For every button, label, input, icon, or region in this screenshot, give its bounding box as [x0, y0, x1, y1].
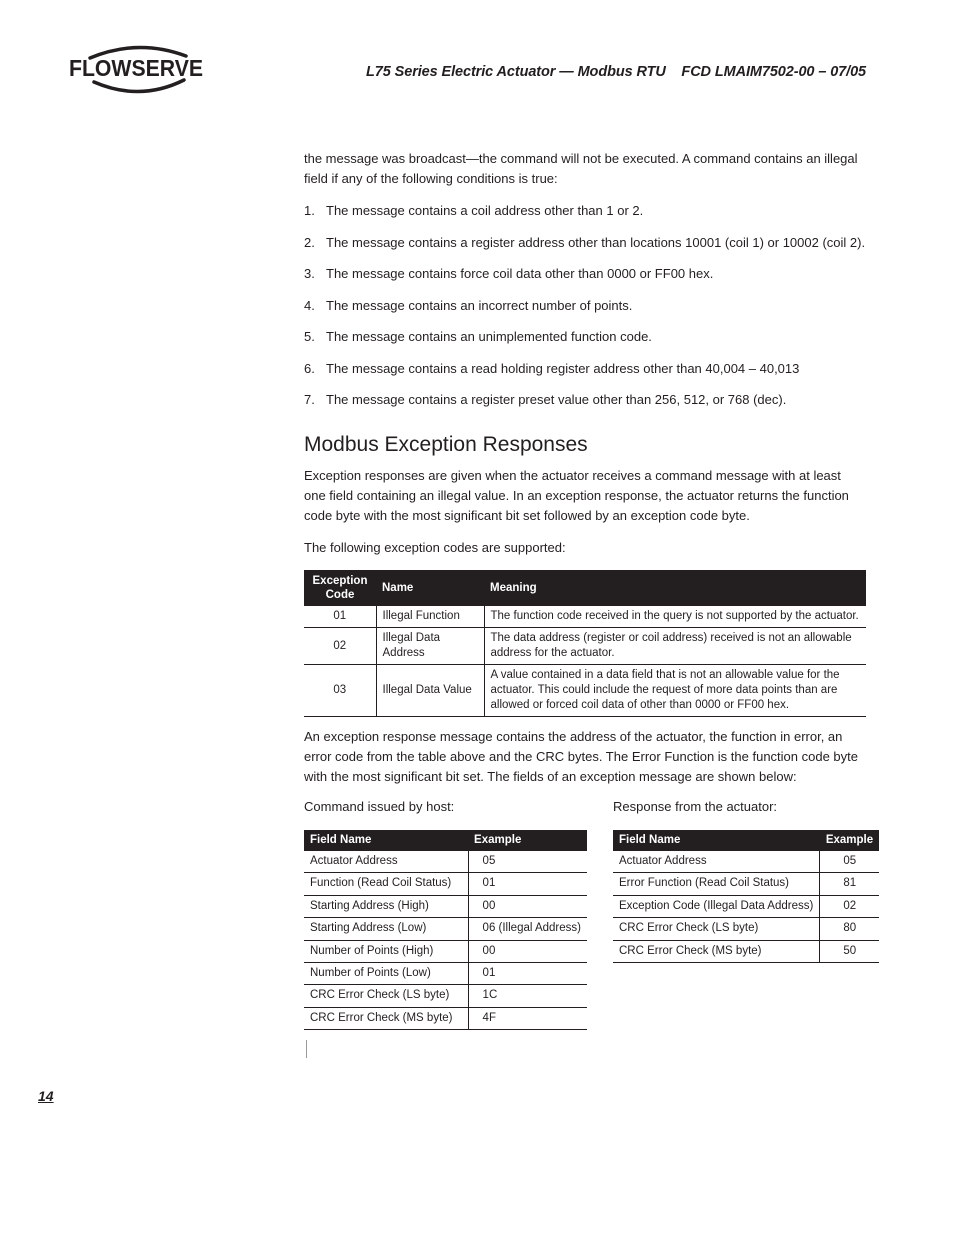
column-header: Example [820, 830, 879, 851]
flowserve-logo [68, 44, 208, 96]
table-caption: Command issued by host: [304, 799, 455, 814]
table-caption: Response from the actuator: [613, 799, 778, 814]
list-item: 2. The message contains a register address other than locations 10001 (coil 1) or 10002 (coil 2). [304, 234, 866, 250]
column-header: Name [376, 570, 484, 606]
list-item: 7. The message contains a register preset value other than 256, 512, or 768 (dec). [304, 392, 787, 407]
intro-paragraph: the message was broadcast—the command will not be executed. A command contains an illegal field if any of the following conditions is true: [304, 151, 858, 186]
column-header: Field Name [613, 830, 820, 851]
list-item: 6. The message contains a read holding register address other than 40,004 – 40,013 [304, 360, 800, 376]
list-item: 4. The message contains an incorrect number of points. [304, 297, 633, 313]
table-row: Starting Address (High) 00 [304, 895, 587, 917]
list-item: 1. The message contains a coil address other than 1 or 2. [304, 203, 644, 218]
table-row: CRC Error Check (LS byte) 1C [304, 985, 587, 1007]
response-column [613, 797, 874, 963]
table-row: Starting Address (Low) 06 (Illegal Address) [304, 918, 587, 940]
table-row: Actuator Address 05 [304, 851, 587, 873]
section-paragraph: An exception response message contains the address of the actuator, the function in error, an error code from the table above and the CRC bytes. The Error Function is the function code byte with the most significant bit set. The fields of an exception message are shown below: [304, 729, 858, 784]
table-row: Actuator Address 05 [613, 851, 879, 873]
table-row: 02 Illegal Data Address The data address (register or coil address) received is not an allowable address for the actuator. [304, 628, 866, 665]
section-paragraph: The following exception codes are supported: [304, 540, 566, 555]
table-row: Number of Points (Low) 01 [304, 963, 587, 985]
table-row: CRC Error Check (MS byte) 4F [304, 1007, 587, 1029]
response-table [613, 830, 879, 963]
column-header: Exception Code [304, 570, 376, 606]
list-item: 3. The message contains force coil data other than 0000 or FF00 hex. [304, 266, 714, 281]
table-row: 03 Illegal Data Value A value contained in a data field that is not an allowable value for the actuator. This could include the request of more data points than are allowed or forced coil data of other than 0000 or FF00 hex. [304, 665, 866, 717]
table-row: CRC Error Check (LS byte) 80 [613, 918, 879, 940]
section-heading: Modbus Exception Responses [304, 433, 588, 456]
svg-text:FLOWSERVE: FLOWSERVE [69, 55, 203, 81]
table-row: Number of Points (High) 00 [304, 940, 587, 962]
table-row: Error Function (Read Coil Status) 81 [613, 873, 879, 895]
table-row: 01 Illegal Function The function code received in the query is not supported by the actuator. [304, 606, 866, 628]
page-content [304, 149, 874, 1037]
column-header: Example [468, 830, 587, 851]
table-row: Function (Read Coil Status) 01 [304, 873, 587, 895]
exception-codes-table [304, 570, 866, 717]
command-column [304, 797, 587, 1030]
margin-bar [306, 1040, 307, 1058]
header-title: L75 Series Electric Actuator — Modbus RTU FCD LMAIM7502-00 – 07/05 [366, 64, 866, 80]
column-header: Meaning [484, 570, 866, 606]
conditions-list [304, 201, 866, 410]
column-header: Field Name [304, 830, 468, 851]
page-number: 14 [38, 1088, 54, 1104]
section-paragraph: Exception responses are given when the actuator receives a command message with at least one field containing an illegal value. In an exception response, the actuator returns the function code byte with the most significant bit set followed by an exception code byte. [304, 468, 849, 523]
table-row: CRC Error Check (MS byte) 50 [613, 940, 879, 962]
table-row: Exception Code (Illegal Data Address) 02 [613, 895, 879, 917]
command-table [304, 830, 587, 1030]
message-tables [304, 797, 874, 1037]
list-item: 5. The message contains an unimplemented function code. [304, 329, 652, 344]
